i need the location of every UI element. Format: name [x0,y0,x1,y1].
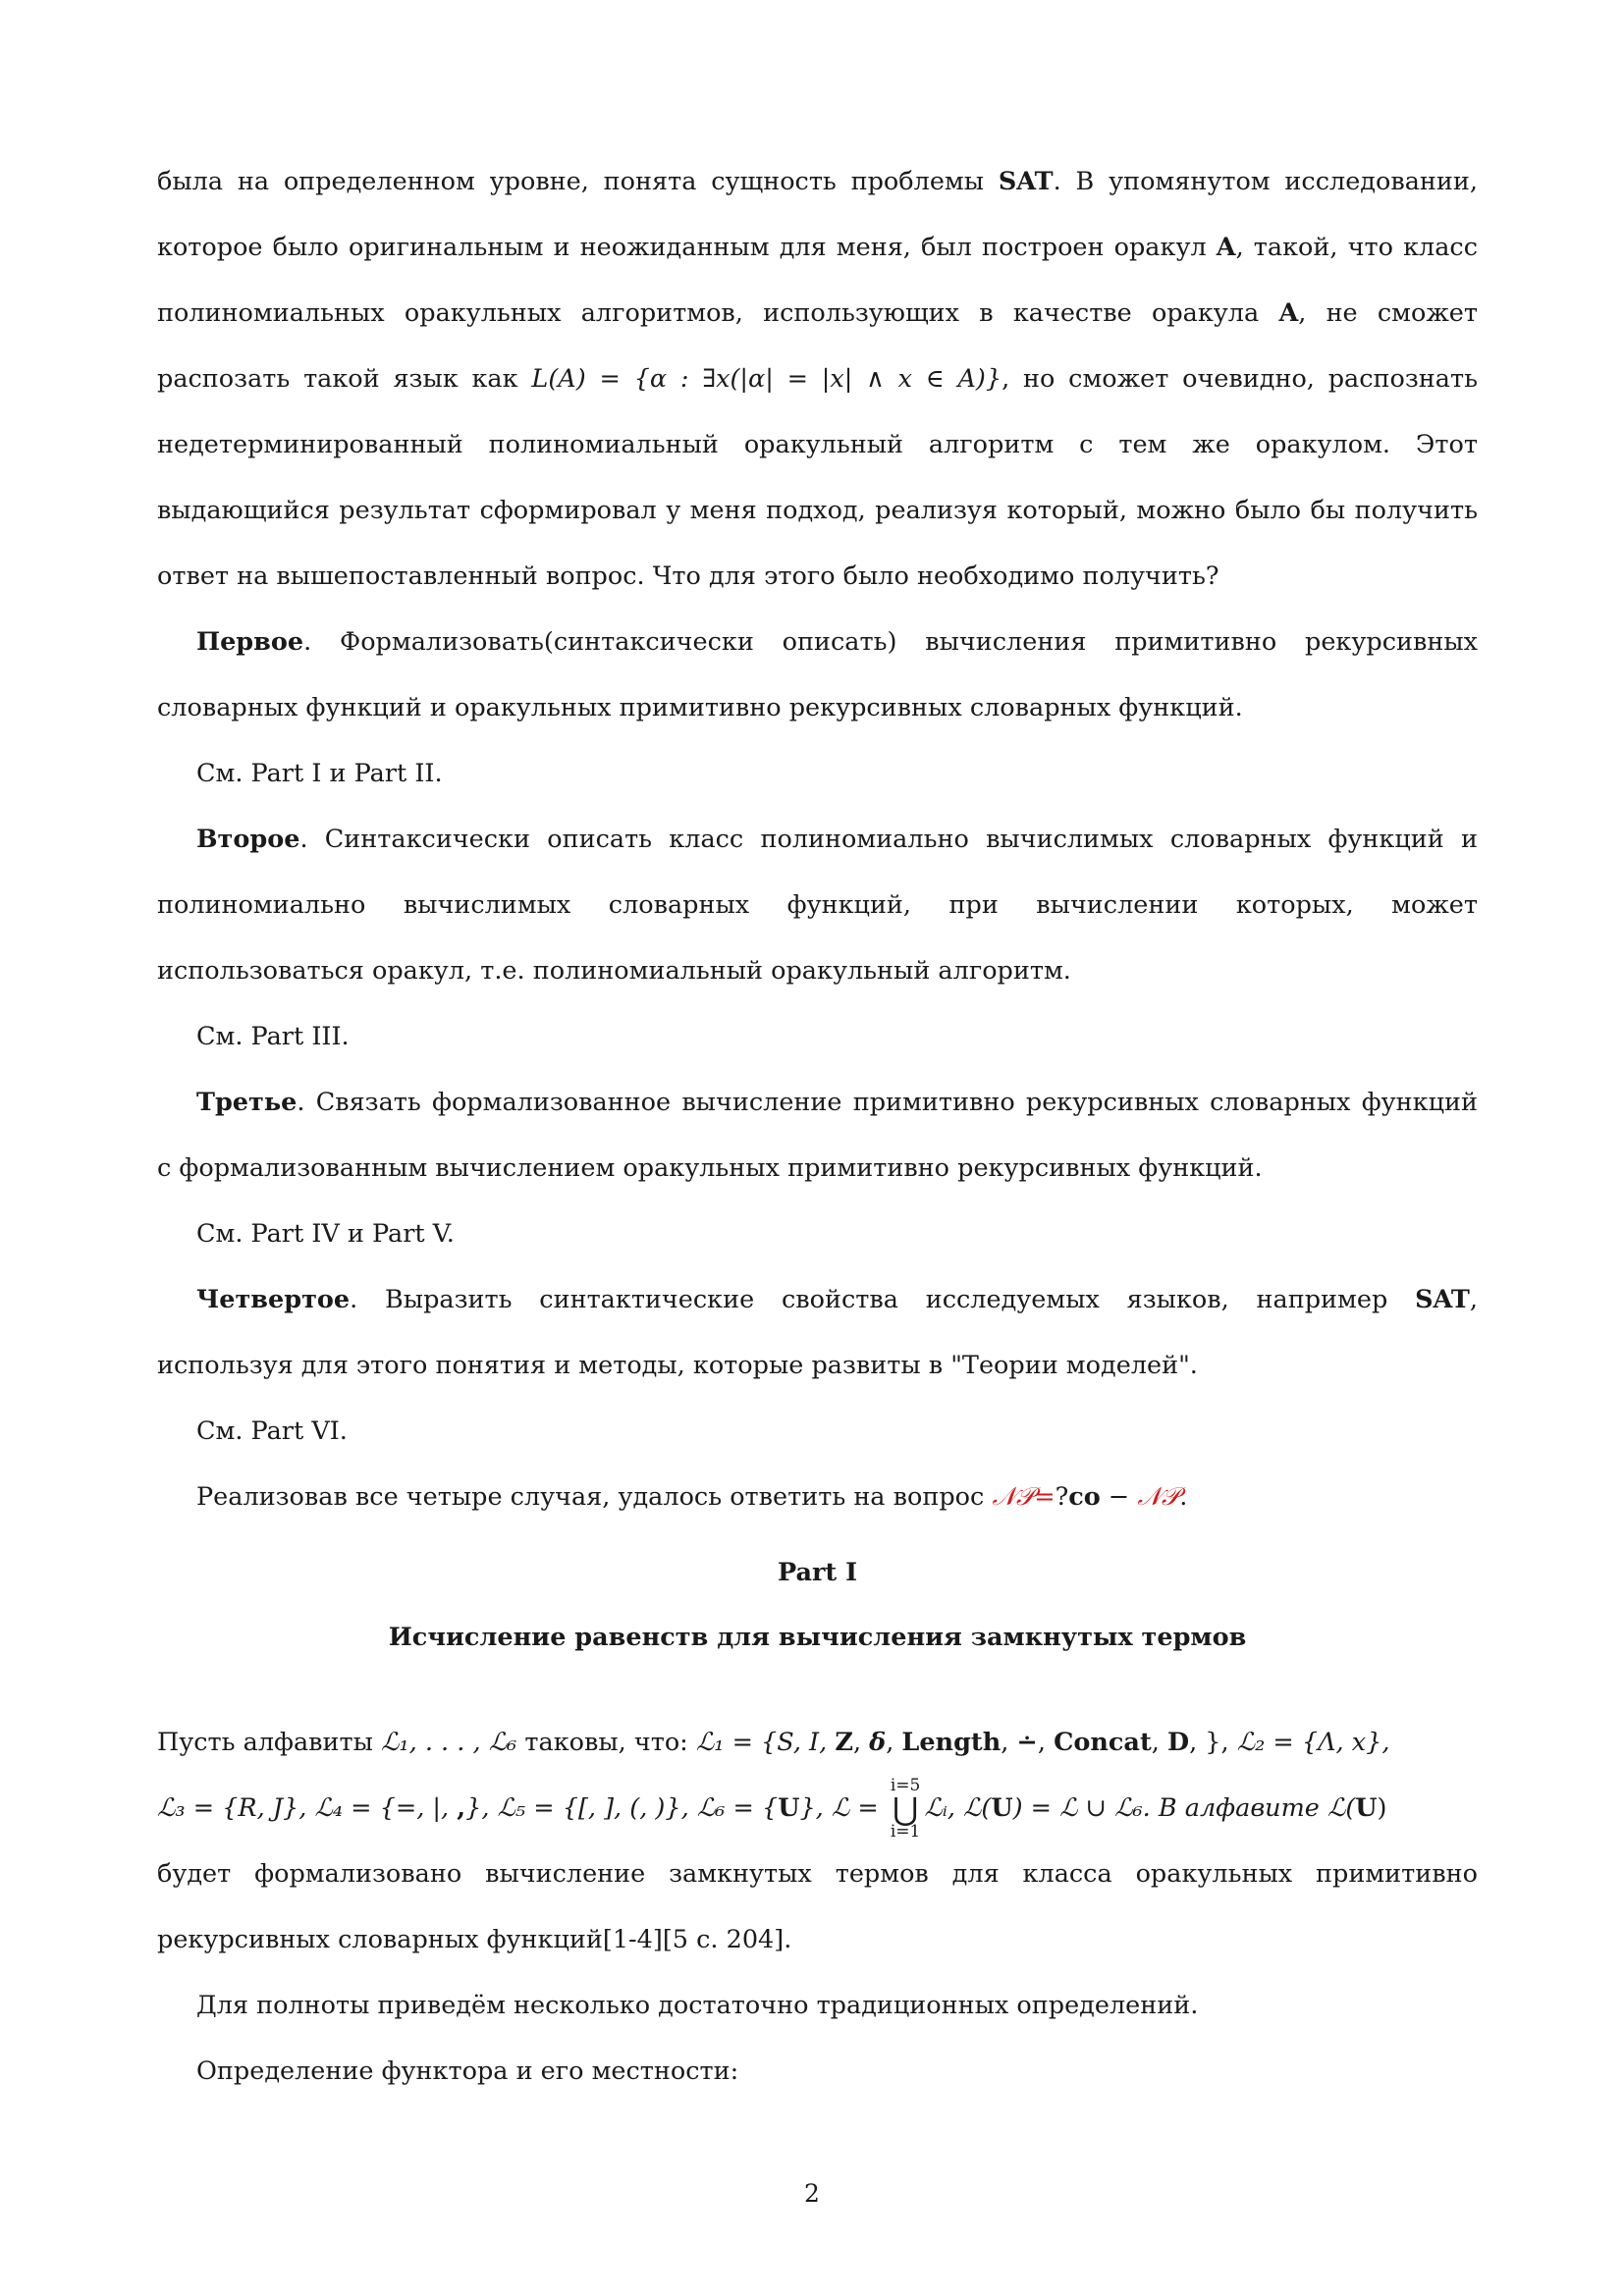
separator: , [1001,1728,1017,1757]
part-subtitle: Исчисление равенств для вычисления замкнутых термов [388,1623,1247,1652]
fourth-see: См. Part VI. [196,1416,348,1446]
symbol-u: U [1355,1793,1378,1823]
union-symbol: ⋃ [892,1790,919,1828]
part-title: Part I [777,1558,858,1587]
text-run: . В упомянутом исследовании, которое было оригинальным и неожиданным для меня, был построен оракул [157,167,1478,262]
page-number: 2 [804,2179,820,2208]
symbol-monus: ∸ [1016,1728,1038,1757]
full-paragraph: Для полноты приведём несколько достаточно традиционных определений. [196,1991,1199,2020]
third-see: См. Part IV и Part V. [196,1219,455,1249]
second-label: Второе [196,825,300,854]
first-see: См. Part I и Part II. [196,759,443,788]
alphabet-l5: }, ℒ₅ = {[, ], (, )}, ℒ₆ = { [465,1793,779,1823]
symbol-concat: Concat [1054,1728,1152,1757]
symbol-u: U [991,1793,1013,1823]
intro-paragraph [157,149,1478,610]
text-run: Реализовав все четыре случая, удалось ответить на вопрос [196,1482,993,1512]
np-class[interactable]: 𝒩𝒫 [992,1482,1035,1512]
question-mark: ? [1055,1482,1069,1512]
co-prefix: co [1068,1482,1101,1512]
oracle-symbol: A [1216,233,1236,262]
fourth-label: Четвертое [196,1285,351,1314]
functor-paragraph: Определение функтора и его местности: [196,2056,739,2086]
text-run: , но сможет очевидно, распознать недетерминированный полиномиальный оракульный алгоритм с тем же оракулом. Этот выдающийся результат сформировал у меня подход, реализуя который, можно было бы получить ответ на вышепоставленный вопрос. Что для этого было необходимо получить? [157,364,1478,591]
text-run: . Формализовать(синтаксически описать) вычисления примитивно рекурсивных словарных функций и оракульных примитивно рекурсивных словарных функций. [157,627,1478,722]
text-run: , используя для этого понятия и методы, которые развиты в "Теории моделей". [157,1285,1478,1380]
first-paragraph [157,610,1478,741]
language-formula: L(A) = {α : ∃x(|α| = |x| ∧ x ∈ A)} [531,364,1002,394]
symbol-d: D [1166,1728,1190,1757]
alphabet-list: ℒ₁, . . . , ℒ₆ [381,1728,517,1757]
sat-term: SAT [998,167,1054,196]
alphabet-l: }, ℒ = [799,1793,887,1823]
third-label: Третье [196,1088,298,1117]
separator: , [1151,1728,1167,1757]
conclusion-paragraph [157,1465,1478,1530]
second-paragraph [157,807,1478,1004]
separator: , [886,1728,902,1757]
symbol-u: U [778,1793,800,1823]
text-run: . Выразить синтактические свойства исследуемых языков, например [350,1285,1416,1314]
bold-comma: , [457,1793,466,1823]
union-upper-limit: i=5 [890,1776,921,1795]
separator: , [852,1728,870,1757]
text-run: , не сможет распозать такой язык как [157,298,1479,394]
page-body [157,149,1478,2211]
text-run: таковы, что: [516,1728,696,1757]
text-run: . Синтаксически описать класс полиномиально вычислимых словарных функций и полиномиально вычислимых словарных функций, при вычислении которых, может использоваться оракул, т.е. полиномиальный оракульный алгоритм. [157,825,1478,986]
oracle-symbol: A [1278,298,1299,328]
second-see: См. Part III. [196,1022,350,1051]
union-lower-limit: i=1 [890,1822,921,1842]
big-union-operator [891,1778,921,1841]
alphabet-paragraph [157,1710,1478,1973]
union-term: ) = ℒ ∪ ℒ₆. В алфавите ℒ( [1012,1793,1356,1823]
text-run: будет формализовано вычисление замкнутых термов для класса оракульных примитивно рекурсивных словарных функций[1-4][5 с. 204]. [157,1859,1478,1954]
text-run: была на определенном уровне, понята сущность проблемы [157,167,999,196]
symbol-length: Length [901,1728,1001,1757]
period: . [1179,1482,1188,1512]
text-run: . Связать формализованное вычисление примитивно рекурсивных словарных функций с формализованным вычислением оракульных примитивно рекурсивных функций. [157,1088,1478,1183]
alphabet-section [157,1710,1478,2105]
third-paragraph [157,1070,1478,1201]
symbol-z: Z [835,1728,853,1757]
sat-term: SAT [1415,1285,1470,1314]
equals-sign: = [1034,1482,1056,1512]
alphabet-l2: ℒ₂ = {Λ, x}, [1228,1728,1390,1757]
text-run: ) [1377,1793,1387,1823]
first-label: Первое [196,627,304,657]
intro-section [157,149,1478,1530]
fourth-paragraph [157,1267,1478,1399]
alphabet-l3: ℒ₃ = {R, J}, ℒ₄ = {=, |, [157,1793,458,1823]
np-class[interactable]: 𝒩𝒫 [1137,1482,1180,1512]
symbol-delta: δ [869,1728,887,1757]
separator: , [1037,1728,1055,1757]
text-run: , }, [1189,1728,1229,1757]
text-run: , такой, что класс полиномиальных оракульных алгоритмов, использующих в качестве оракула [157,233,1478,328]
minus-sign: − [1100,1482,1138,1512]
union-term: ℒᵢ, ℒ( [924,1793,992,1823]
text-run: Пусть алфавиты [157,1728,382,1757]
alphabet-l1: ℒ₁ = {S, I, [695,1728,836,1757]
